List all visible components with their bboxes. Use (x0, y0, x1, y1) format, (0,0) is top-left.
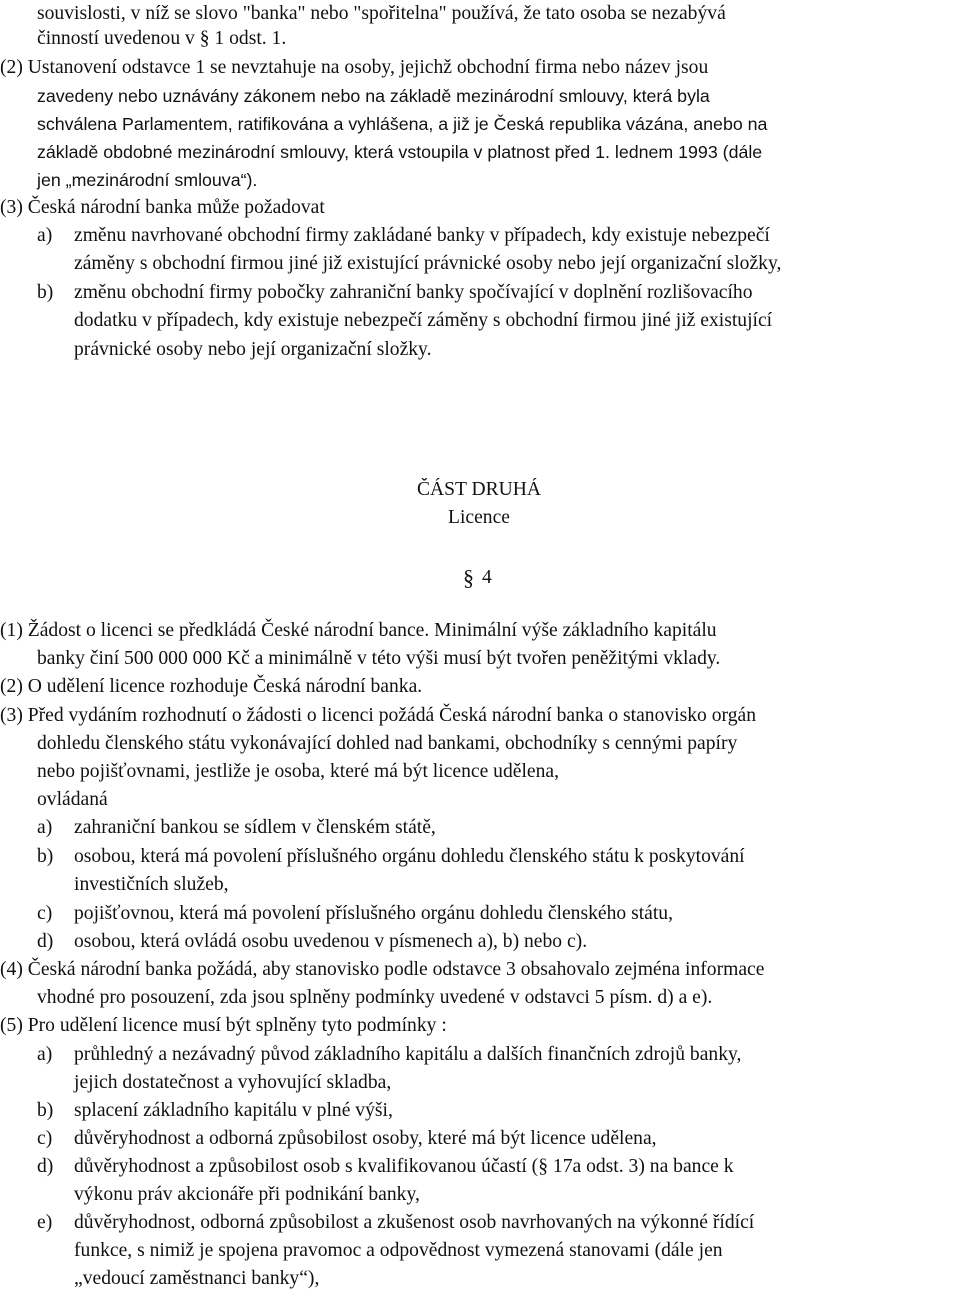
list-marker: b) (37, 846, 54, 867)
section-4-paragraph-3-line: (3) Před vydáním rozhodnutí o žádosti o licenci požádá Česká národní banka o stanovisko orgán (0, 705, 756, 726)
list-item-line: záměny s obchodní firmou jiné již existující právnické osoby nebo její organizační složky, (74, 253, 782, 274)
list-item-line: zahraniční bankou se sídlem v členském státě, (74, 817, 436, 838)
section-sign-icon: § (463, 565, 474, 590)
list-item-line: právnické osoby nebo její organizační složky. (74, 339, 432, 360)
list-item-line: osobou, která ovládá osobu uvedenou v písmenech a), b) nebo c). (74, 931, 588, 952)
list-item-line: dodatku v případech, kdy existuje nebezpečí záměny s obchodní firmou jiné již existující (74, 310, 773, 331)
list-item-line: investičních služeb, (74, 874, 229, 895)
list-item-line: průhledný a nezávadný původ základního kapitálu a dalších finančních zdrojů banky, (74, 1044, 742, 1065)
list-marker: c) (37, 903, 53, 924)
part-heading: ČÁST DRUHÁ (416, 479, 542, 500)
section-4-paragraph-2-line: (2) O udělení licence rozhoduje Česká národní banka. (0, 676, 423, 697)
list-marker: e) (37, 1212, 53, 1233)
list-item-line: osobou, která má povolení příslušného orgánu dohledu členského státu k poskytování (74, 846, 745, 867)
paragraph-2-line: jen „mezinárodní smlouva“). (37, 170, 258, 190)
intro-line: souvislosti, v níž se slovo "banka" nebo "spořitelna" používá, že tato osoba se nezabývá (37, 3, 726, 24)
list-marker: d) (37, 931, 54, 952)
list-item-line: funkce, s nimiž je spojena pravomoc a odpovědnost vymezená stanovami (dále jen (74, 1240, 723, 1261)
list-marker: a) (37, 817, 53, 838)
section-number: 4 (482, 567, 492, 588)
list-item-line: výkonu práv akcionáře při podnikání banky, (74, 1184, 420, 1205)
section-4-paragraph-5-line: (5) Pro udělení licence musí být splněny tyto podmínky : (0, 1015, 447, 1036)
list-item-line: pojišťovnou, která má povolení příslušného orgánu dohledu členského státu, (74, 903, 673, 924)
list-item-line: důvěryhodnost, odborná způsobilost a zkušenost osob navrhovaných na výkonné řídící (74, 1212, 755, 1233)
part-subtitle: Licence (448, 507, 510, 528)
list-marker: c) (37, 1128, 53, 1149)
paragraph-2-line: schválena Parlamentem, ratifikována a vyhlášena, a již je Česká republika vázána, anebo na (37, 114, 768, 134)
list-marker: d) (37, 1156, 54, 1177)
paragraph-2-line: základě obdobné mezinárodní smlouvy, která vstoupila v platnost před 1. lednem 1993 (dále (37, 142, 763, 162)
paragraph-2-line: zavedeny nebo uznávány zákonem nebo na základě mezinárodní smlouvy, která byla (37, 86, 710, 106)
list-item-line: splacení základního kapitálu v plné výši, (74, 1100, 393, 1121)
section-4-paragraph-4-line: (4) Česká národní banka požádá, aby stanovisko podle odstavce 3 obsahovalo zejména informace (0, 959, 765, 980)
list-item-line: důvěryhodnost a odborná způsobilost osoby, které má být licence udělena, (74, 1128, 657, 1149)
section-4-paragraph-3-line: dohledu členského státu vykonávající dohled nad bankami, obchodníky s cennými papíry (37, 733, 738, 754)
list-item-line: změnu obchodní firmy pobočky zahraniční banky spočívající v doplnění rozlišovacího (74, 282, 753, 303)
section-4-paragraph-4-line: vhodné pro posouzení, zda jsou splněny podmínky uvedené v odstavci 5 písm. d) a e). (37, 987, 713, 1008)
list-marker: a) (37, 225, 53, 246)
list-item-line: důvěryhodnost a způsobilost osob s kvalifikovanou účastí (§ 17a odst. 3) na bance k (74, 1156, 734, 1177)
section-4-paragraph-3-line: ovládaná (37, 789, 108, 810)
list-marker: b) (37, 282, 54, 303)
paragraph-3-line: (3) Česká národní banka může požadovat (0, 197, 325, 218)
section-4-paragraph-1-line: banky činí 500 000 000 Kč a minimálně v této výši musí být tvořen peněžitými vklady. (37, 648, 721, 669)
intro-line: činností uvedenou v § 1 odst. 1. (37, 28, 287, 49)
section-4-paragraph-3-line: nebo pojišťovnami, jestliže je osoba, které má být licence udělena, (37, 761, 559, 782)
section-4-paragraph-1-line: (1) Žádost o licenci se předkládá České národní bance. Minimální výše základního kapitálu (0, 620, 717, 641)
paragraph-2-line: (2) Ustanovení odstavce 1 se nevztahuje na osoby, jejichž obchodní firma nebo název jsou (0, 57, 709, 78)
list-item-line: „vedoucí zaměstnanci banky“), (74, 1268, 320, 1289)
list-marker: a) (37, 1044, 53, 1065)
list-item-line: změnu navrhované obchodní firmy zakládané banky v případech, kdy existuje nebezpečí (74, 225, 770, 246)
list-marker: b) (37, 1100, 54, 1121)
list-item-line: jejich dostatečnost a vyhovující skladba, (74, 1072, 392, 1093)
